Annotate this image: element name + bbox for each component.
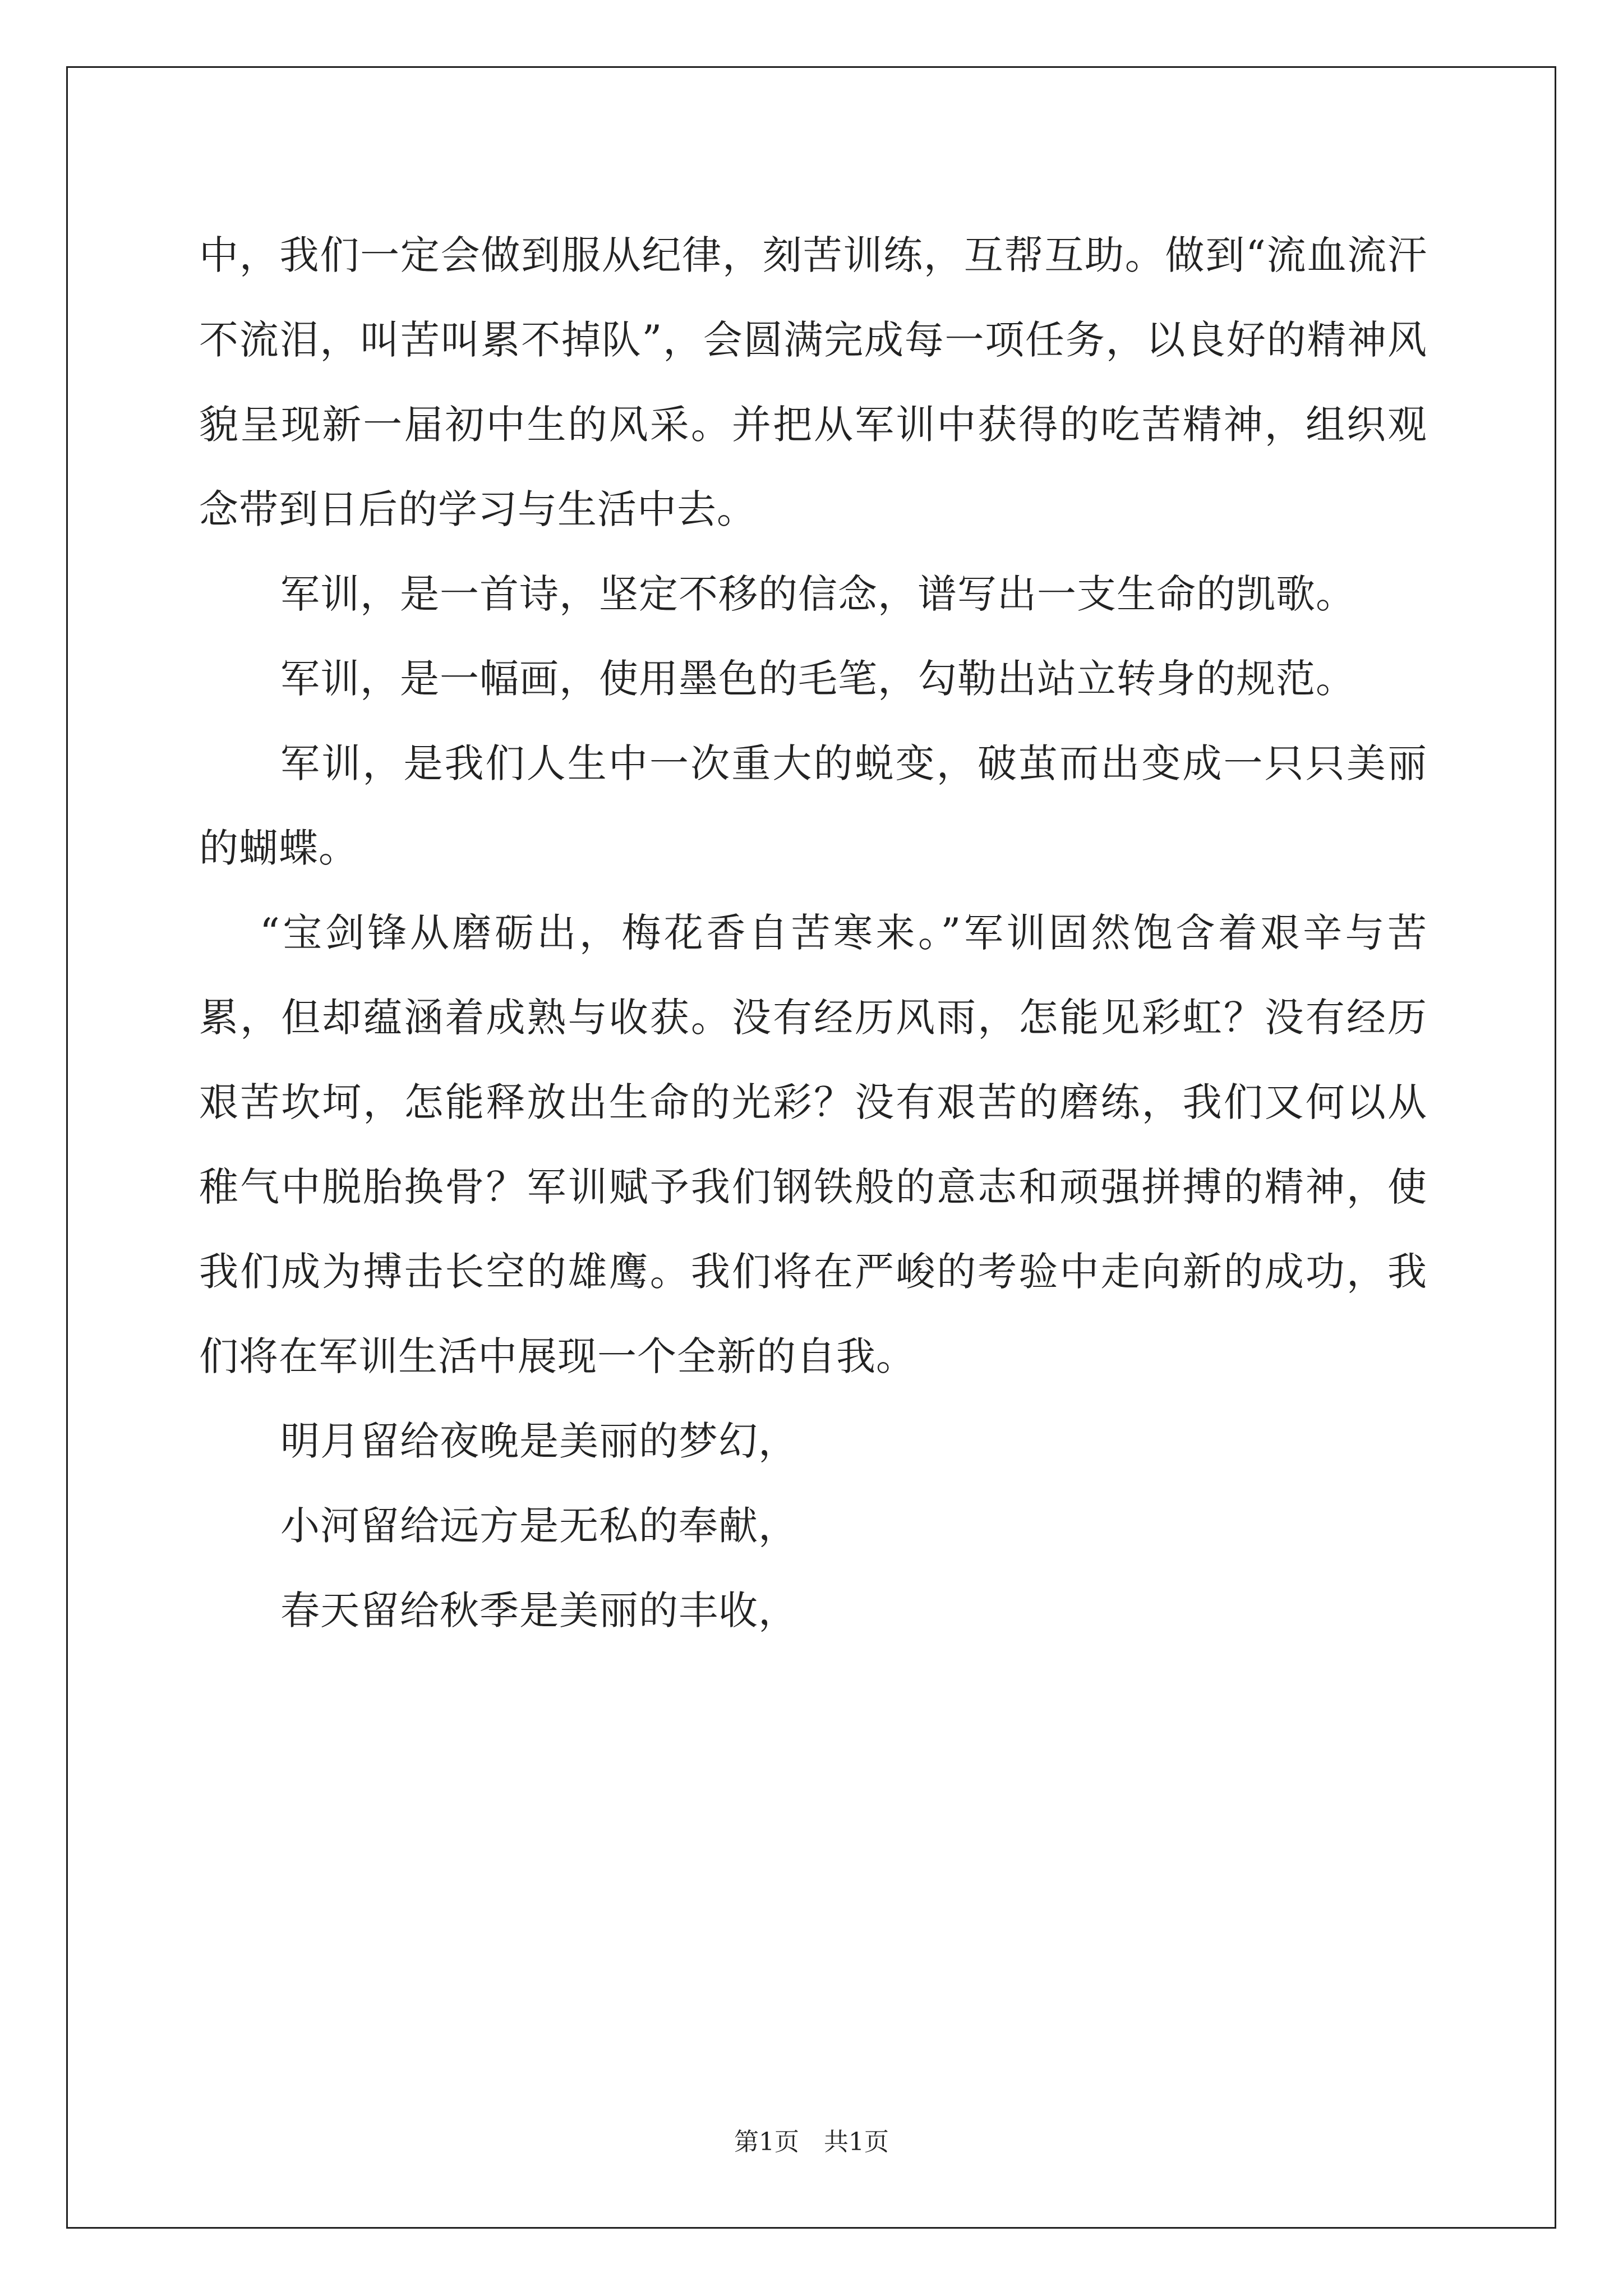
verse-line-river: 小河留给远方是无私的奉献， xyxy=(280,1503,798,1549)
page-total: 共1页 xyxy=(824,2128,889,2156)
paragraph-poem: 军训，是一首诗，坚定不移的信念，谱写出一支生命的凯歌。 xyxy=(280,571,1355,617)
paragraph-painting: 军训，是一幅画，使用墨色的毛笔，勾勒出站立转身的规范。 xyxy=(280,656,1355,702)
verse-line-moon: 明月留给夜晚是美丽的梦幻， xyxy=(280,1418,798,1464)
document-body xyxy=(199,213,1427,1653)
verse-line-spring: 春天留给秋季是美丽的丰收， xyxy=(280,1588,798,1634)
paragraph-continuation: 中，我们一定会做到服从纪律，刻苦训练，互帮互助。做到“流血流汗不流泪，叫苦叫累不掉队”，会圆满完成每一项任务，以良好的精神风貌呈现新一届初中生的风采。并把从军训中获得的吃苦精神，组织观念带到日后的学习与生活中去。 xyxy=(199,232,1427,532)
page-number: 第1页 xyxy=(734,2128,799,2156)
paragraph-transformation: 军训，是我们人生中一次重大的蜕变，破茧而出变成一只只美丽的蝴蝶。 xyxy=(199,740,1427,871)
page-footer xyxy=(0,2122,1623,2157)
paragraph-quote: “宝剑锋从磨砺出，梅花香自苦寒来。”军训固然饱含着艰辛与苦累，但却蕴涵着成熟与收获。没有经历风雨，怎能见彩虹？没有经历艰苦坎坷，怎能释放出生命的光彩？没有艰苦的磨练，我们又何以从稚气中脱胎换骨？军训赋予我们钢铁般的意志和顽强拼搏的精神，使我们成为搏击长空的雄鹰。我们将在严峻的考验中走向新的成功，我们将在军训生活中展现一个全新的自我。 xyxy=(199,910,1427,1379)
